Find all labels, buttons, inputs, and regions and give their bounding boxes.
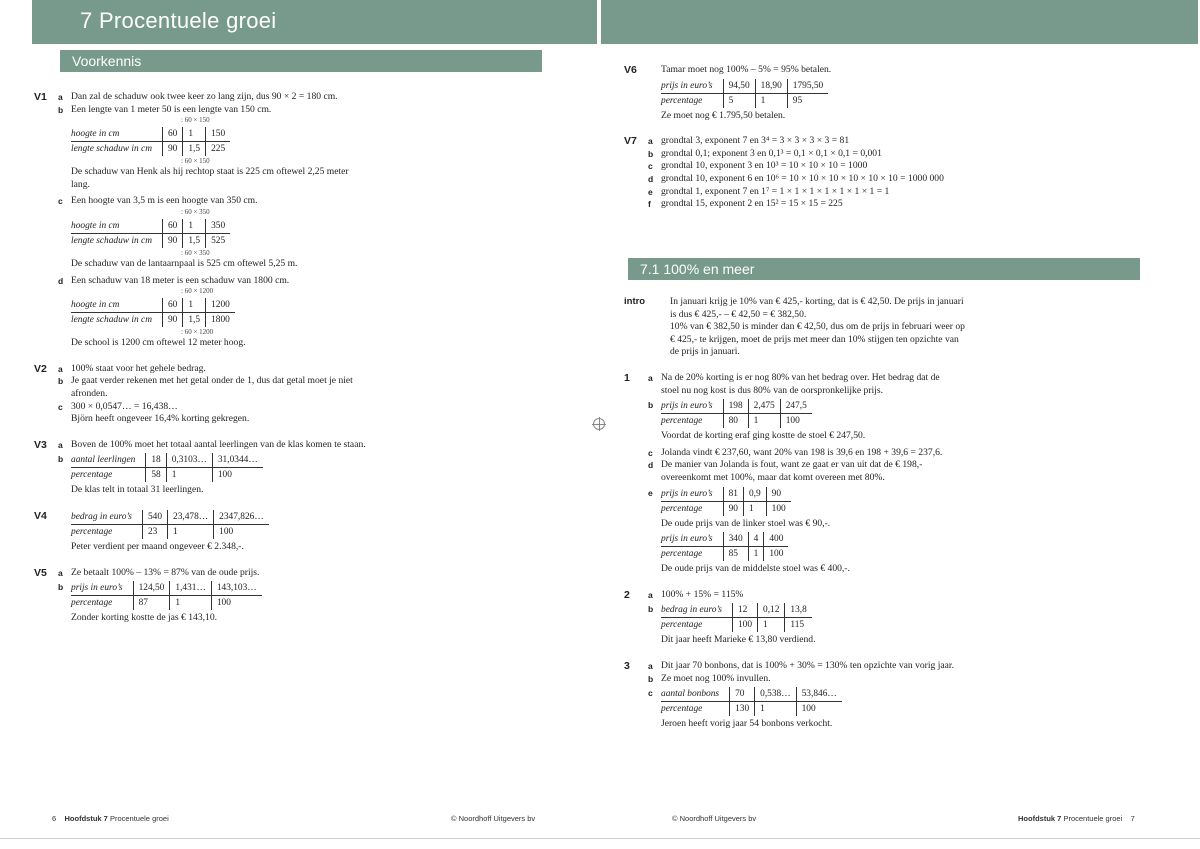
answer-line: grondtal 10, exponent 6 en 10⁶ = 10 × 10 × 10 × 10 × 10 × 10 = 1000 000: [661, 172, 944, 184]
ratio-table-cell: 400: [764, 532, 789, 547]
ratio-table-cell: 198: [723, 399, 748, 414]
answer-line: Dan zal de schaduw ook twee keer zo lang zijn, dus 90 × 2 = 180 cm.: [71, 91, 338, 102]
answer-line: Dit jaar heeft Marieke € 13,80 verdiend.: [661, 634, 816, 646]
ratio-table-cell: 12: [732, 603, 757, 618]
ratio-table-cell: 100: [212, 468, 262, 483]
ratio-table: [71, 127, 230, 156]
ratio-table-cell: 100: [211, 596, 261, 611]
ratio-table-cell: 0,3103…: [166, 453, 212, 468]
ratio-table-label: percentage: [71, 526, 113, 537]
part-letter: b: [58, 104, 64, 115]
ratio-table-cell: 225: [206, 142, 231, 157]
chapter-header-bar-right: [601, 0, 1198, 44]
answer-line: Voordat de korting eraf ging kostte de stoel € 247,50.: [661, 430, 866, 442]
ratio-table-row: [661, 501, 791, 516]
ratio-table-cell: 94,50: [723, 79, 755, 94]
footer-chapter: Hoofdstuk 7: [1018, 814, 1062, 823]
part-letter: a: [648, 660, 653, 671]
ratio-table-label: bedrag in euro’s: [71, 510, 142, 525]
answer-line: Jolanda vindt € 237,60, want 20% van 198 is 39,6 en 198 + 39,6 = 237,6.: [661, 446, 943, 458]
exercise-3: [624, 660, 1164, 731]
part-letter: c: [648, 447, 653, 458]
answer-line: Ze moet nog € 1.795,50 betalen.: [661, 109, 786, 121]
exercise-v4: [34, 510, 564, 554]
intro-line: 10% van € 382,50 is minder dan € 42,50, dus om de prijs in februari weer op: [670, 321, 965, 333]
answer-line: Ze betaalt 100% – 13% = 87% van de oude prijs.: [71, 566, 260, 578]
answer-line: De oude prijs van de linker stoel was € 90,-.: [661, 517, 831, 529]
ratio-arrows-top: : 60 × 350: [181, 207, 210, 216]
exercise-part: [624, 160, 1154, 173]
exercise-part: [34, 401, 564, 426]
exercise-v5: [34, 567, 564, 625]
ratio-table-row: [71, 453, 263, 468]
exercise-part: [624, 589, 1164, 602]
page-number: 7: [1130, 814, 1135, 823]
ratio-table-cell: 1: [748, 414, 780, 429]
ratio-table-row: [661, 487, 791, 502]
part-letter: a: [648, 136, 653, 147]
ratio-table-cell: 1: [755, 702, 796, 717]
part-letter: b: [648, 400, 654, 411]
ratio-table: [661, 532, 788, 561]
ratio-table-label: hoogte in cm: [71, 298, 162, 313]
ratio-table-row: [71, 510, 269, 525]
footer-left: [52, 814, 169, 823]
ratio-arrows-top: : 60 × 150: [181, 116, 210, 125]
ratio-table-row: [661, 547, 788, 562]
exercise-v2: [34, 363, 564, 426]
exercise-label: 1: [624, 371, 630, 384]
ratio-table-cell: 1: [748, 547, 764, 562]
part-letter: b: [58, 454, 64, 465]
answer-line: afronden.: [71, 387, 108, 399]
exercise-part: [624, 148, 1154, 161]
ratio-table-cell: 18,90: [755, 79, 787, 94]
part-letter: c: [58, 401, 63, 412]
ratio-table: [71, 510, 269, 539]
answer-line: Dit jaar 70 bonbons, dat is 100% + 30% = 130% ten opzichte van vorig jaar.: [661, 659, 954, 671]
exercise-part: [624, 399, 1164, 443]
answer-line: overeenkomt met 100%, maar dat komt overeen met 80%.: [661, 471, 885, 483]
ratio-table-row: [71, 596, 262, 611]
ratio-table-label: lengte schaduw in cm: [71, 315, 152, 326]
ratio-table: [661, 687, 842, 716]
ratio-table-row: [71, 468, 263, 483]
exercise-part: [624, 135, 1154, 148]
exercise-part: [624, 687, 1164, 731]
exercise-part: [34, 567, 564, 580]
ratio-table-cell: 1: [183, 219, 206, 234]
answer-line: Zonder korting kostte de jas € 143,10.: [71, 612, 218, 624]
footer-chapter-title: Procentuele groei: [1063, 814, 1123, 823]
ratio-table-row: [661, 93, 828, 108]
answer-line: lang.: [71, 178, 90, 190]
exercise-part: [624, 372, 1164, 397]
exercise-part: [624, 186, 1154, 199]
footer-right: [1018, 814, 1135, 823]
part-letter: a: [648, 372, 653, 383]
ratio-table-cell: 90: [162, 142, 182, 157]
exercise-part: [34, 453, 564, 497]
answer-line: De school is 1200 cm oftewel 12 meter hoog.: [71, 337, 246, 349]
part-letter: b: [58, 582, 64, 593]
ratio-table-cell: 60: [162, 219, 182, 234]
ratio-table-cell: 1: [166, 468, 212, 483]
ratio-table-label: percentage: [71, 470, 113, 481]
ratio-table-cell: 90: [766, 487, 791, 502]
ratio-table: [71, 581, 262, 610]
ratio-table-label: bedrag in euro’s: [661, 603, 732, 618]
exercise-v3: [34, 439, 564, 497]
right-column-top: [624, 64, 1154, 224]
answer-line: 100% staat voor het gehele bedrag.: [71, 362, 206, 374]
ratio-table-label: percentage: [661, 620, 703, 631]
ratio-table-label: percentage: [661, 704, 703, 715]
right-column: [624, 296, 1164, 744]
part-letter: d: [58, 275, 64, 286]
part-letter: a: [58, 567, 63, 578]
ratio-table-cell: 1: [170, 596, 211, 611]
part-letter: c: [58, 196, 63, 207]
part-letter: e: [648, 487, 653, 498]
answer-line: 100% + 15% = 115%: [661, 588, 744, 600]
chapter-header-bar-left: [32, 0, 597, 44]
answer-line: De oude prijs van de middelste stoel was € 400,-.: [661, 563, 850, 575]
answer-line: Björn heeft ongeveer 16,4% korting gekregen.: [71, 413, 250, 425]
answer-line: De schaduw van Henk als hij rechtop staat is 225 cm oftewel 2,25 meter: [71, 166, 349, 178]
ratio-table: [71, 298, 235, 327]
answer-line: Een hoogte van 3,5 m is een hoogte van 350 cm.: [71, 195, 258, 207]
part-letter: b: [648, 148, 654, 159]
ratio-table-cell: 143,103…: [211, 581, 261, 596]
ratio-table-row: [661, 618, 812, 633]
ratio-table-row: [71, 581, 262, 596]
exercise-label: V3: [34, 438, 47, 451]
exercise-part: [624, 603, 1164, 647]
ratio-table-label: percentage: [661, 503, 703, 514]
ratio-table-row: [71, 219, 230, 234]
ratio-table: [661, 399, 812, 428]
ratio-table-cell: 100: [796, 702, 842, 717]
ratio-table-cell: 87: [133, 596, 170, 611]
ratio-table-cell: 0,538…: [755, 687, 796, 702]
ratio-table-row: [661, 79, 828, 94]
ratio-table-cell: 2,475: [748, 399, 780, 414]
ratio-table-row: [661, 532, 788, 547]
answer-line: Peter verdient per maand ongeveer € 2.348,-.: [71, 540, 244, 552]
ratio-table-row: [71, 524, 269, 539]
intro-line: de prijs in januari.: [670, 346, 740, 358]
ratio-table-cell: 100: [214, 524, 269, 539]
ratio-table-row: [661, 702, 842, 717]
ratio-table-cell: 124,50: [133, 581, 170, 596]
answer-line: Na de 20% korting is er nog 80% van het bedrag over. Het bedrag dat de: [661, 371, 940, 383]
answer-line: De klas telt in totaal 31 leerlingen.: [71, 484, 204, 496]
ratio-table-label: prijs in euro’s: [71, 581, 133, 596]
ratio-arrows-bottom: : 60 × 150: [181, 157, 210, 166]
ratio-table-cell: 80: [723, 414, 748, 429]
ratio-table-cell: 13,8: [785, 603, 812, 618]
part-letter: c: [648, 161, 653, 172]
exercise-part: [624, 447, 1164, 460]
ratio-table-cell: 0,12: [758, 603, 785, 618]
section-title: 7.1 100% en meer: [640, 261, 755, 277]
exercise-v1: [34, 91, 564, 350]
answer-line: grondtal 0,1; exponent 3 en 0,1³ = 0,1 × 0,1 × 0,1 = 0,001: [661, 147, 882, 159]
ratio-table-row: [661, 399, 812, 414]
exercise-label: 3: [624, 659, 630, 672]
ratio-table-cell: 2347,826…: [214, 510, 269, 525]
ratio-table-label: lengte schaduw in cm: [71, 235, 152, 246]
part-letter: a: [58, 439, 63, 450]
ratio-table-cell: 95: [787, 93, 828, 108]
exercise-label: V4: [34, 509, 47, 522]
footer-chapter: Hoofdstuk 7: [64, 814, 108, 823]
ratio-table-row: [71, 142, 230, 157]
answer-line: Ze moet nog 100% invullen.: [661, 672, 771, 684]
answer-line: grondtal 10, exponent 3 en 10³ = 10 × 10 × 10 = 1000: [661, 160, 868, 172]
footer-publisher-left: © Noordhoff Uitgevers bv: [451, 814, 536, 823]
ratio-table-cell: 100: [766, 501, 791, 516]
answer-line: grondtal 15, exponent 2 en 15² = 15 × 15 = 225: [661, 198, 843, 210]
registration-mark-icon: [593, 418, 605, 430]
exercise-label: V6: [624, 64, 637, 76]
ratio-table-cell: 1,5: [183, 142, 206, 157]
bottom-divider: [0, 838, 1200, 839]
ratio-table-label: aantal leerlingen: [71, 453, 146, 468]
answer-line: De manier van Jolanda is fout, want ze gaat er van uit dat de € 198,-: [661, 459, 923, 471]
exercise-part: [34, 439, 564, 452]
answer-line: grondtal 3, exponent 7 en 3⁴ = 3 × 3 × 3 × 3 = 81: [661, 135, 850, 147]
part-letter: a: [58, 92, 63, 102]
ratio-table-cell: 0,9: [743, 487, 766, 502]
ratio-table-label: lengte schaduw in cm: [71, 144, 152, 155]
ratio-table-cell: 100: [732, 618, 757, 633]
exercise-part: [624, 173, 1154, 186]
answer-line: Je gaat verder rekenen met het getal onder de 1, dus dat getal moet je niet: [71, 375, 353, 387]
exercise-part: [34, 91, 564, 104]
ratio-arrows-top: : 60 × 1200: [181, 287, 214, 296]
exercise-v7: [624, 135, 1154, 211]
ratio-table-cell: 1: [743, 501, 766, 516]
answer-line: 300 × 0,0547… = 16,438…: [71, 400, 178, 412]
part-letter: c: [648, 688, 653, 699]
ratio-table-cell: 1,5: [183, 313, 206, 328]
ratio-table-row: [71, 233, 230, 248]
part-letter: e: [648, 186, 653, 197]
ratio-table-cell: 23,478…: [168, 510, 214, 525]
ratio-table-cell: 115: [785, 618, 812, 633]
exercise-label: V1: [34, 91, 47, 103]
ratio-table-cell: 60: [162, 298, 182, 313]
ratio-table-cell: 1: [755, 93, 787, 108]
answer-line: Tamar moet nog 100% – 5% = 95% betalen.: [661, 64, 832, 75]
exercise-part: [34, 581, 564, 625]
intro-line: € 425,- te krijgen, moet de prijs met meer dan 10% stijgen ten opzichte van: [670, 333, 959, 345]
ratio-table-cell: 4: [748, 532, 764, 547]
part-letter: b: [648, 673, 654, 684]
ratio-table-cell: 1795,50: [787, 79, 828, 94]
ratio-arrows-bottom: : 60 × 1200: [181, 328, 214, 337]
chapter-title: 7 Procentuele groei: [80, 8, 277, 33]
ratio-table-cell: 1: [183, 127, 206, 142]
ratio-table-cell: 525: [206, 233, 231, 248]
ratio-table-cell: 58: [146, 468, 166, 483]
exercise-part: [34, 104, 564, 192]
ratio-table-label: aantal bonbons: [661, 687, 730, 702]
ratio-table-row: [661, 687, 842, 702]
ratio-arrows-bottom: : 60 × 350: [181, 248, 210, 257]
ratio-table-cell: 1: [758, 618, 785, 633]
section-bar-7-1: [628, 258, 1140, 280]
exercise-part: [34, 375, 564, 400]
exercise-2: [624, 589, 1164, 647]
ratio-table: [71, 219, 230, 248]
ratio-table: [661, 487, 791, 516]
answer-line: stoel nu nog kost is dus 80% van de oorspronkelijke prijs.: [661, 384, 883, 396]
ratio-table: [661, 79, 828, 108]
exercise-part: [624, 673, 1164, 686]
intro-block: [624, 296, 1164, 359]
ratio-table-cell: 150: [206, 127, 231, 142]
ratio-table-cell: 1800: [206, 313, 235, 328]
part-letter: d: [648, 460, 654, 471]
ratio-table-label: percentage: [661, 549, 703, 560]
ratio-table-label: prijs in euro’s: [661, 532, 723, 547]
part-letter: a: [58, 363, 63, 374]
ratio-table-row: [71, 127, 230, 142]
ratio-table-cell: 90: [162, 313, 182, 328]
part-letter: a: [648, 589, 653, 600]
ratio-table-label: hoogte in cm: [71, 127, 162, 142]
ratio-table-cell: 81: [723, 487, 743, 502]
intro-label: intro: [624, 296, 646, 307]
footer-chapter-title: Procentuele groei: [109, 814, 169, 823]
part-letter: f: [648, 199, 651, 210]
ratio-table-cell: 340: [723, 532, 748, 547]
exercise-label: V7: [624, 135, 637, 148]
exercise-1: [624, 372, 1164, 576]
ratio-table-cell: 100: [764, 547, 789, 562]
ratio-table-cell: 90: [162, 233, 182, 248]
section-title: Voorkennis: [72, 53, 142, 69]
footer-publisher-right: © Noordhoff Uitgevers bv: [672, 814, 757, 823]
intro-line: is dus € 425,- – € 42,50 = € 382,50.: [670, 308, 807, 320]
part-letter: b: [648, 604, 654, 615]
left-column: [34, 91, 564, 638]
exercise-part: [624, 198, 1154, 211]
answer-line: Boven de 100% moet het totaal aantal leerlingen van de klas komen te staan.: [71, 438, 366, 450]
ratio-table-cell: 130: [730, 702, 755, 717]
ratio-table-cell: 540: [142, 510, 167, 525]
intro-line: In januari krijg je 10% van € 425,- korting, dat is € 42,50. De prijs in januari: [670, 296, 964, 307]
section-bar-voorkennis: [60, 50, 542, 72]
ratio-table-cell: 53,846…: [796, 687, 842, 702]
ratio-table-cell: 60: [162, 127, 182, 142]
exercise-label: 2: [624, 588, 630, 601]
ratio-table-label: prijs in euro’s: [661, 79, 723, 94]
ratio-table-label: percentage: [71, 598, 113, 609]
answer-line: Een lengte van 1 meter 50 is een lengte van 150 cm.: [71, 103, 272, 115]
ratio-table-cell: 1200: [206, 298, 235, 313]
page-number: 6: [52, 814, 57, 823]
ratio-table-cell: 1: [183, 298, 206, 313]
ratio-table-cell: 100: [780, 414, 812, 429]
ratio-table-label: hoogte in cm: [71, 219, 162, 234]
ratio-table-cell: 85: [723, 547, 748, 562]
answer-line: grondtal 1, exponent 7 en 1⁷ = 1 × 1 × 1 × 1 × 1 × 1 × 1 = 1: [661, 185, 890, 197]
ratio-table-label: prijs in euro’s: [661, 399, 723, 414]
ratio-table-cell: 247,5: [780, 399, 812, 414]
ratio-table-cell: 23: [142, 524, 167, 539]
exercise-part: [624, 64, 1154, 122]
ratio-table-cell: 350: [206, 219, 231, 234]
exercise-label: V2: [34, 362, 47, 375]
ratio-table-cell: 31,0344…: [212, 453, 262, 468]
answer-line: De schaduw van de lantaarnpaal is 525 cm oftewel 5,25 m.: [71, 257, 298, 269]
answer-line: Jeroen heeft vorig jaar 54 bonbons verkocht.: [661, 718, 833, 730]
answer-line: Een schaduw van 18 meter is een schaduw van 1800 cm.: [71, 274, 290, 286]
ratio-table-label: percentage: [661, 416, 703, 427]
ratio-table-row: [661, 414, 812, 429]
ratio-table-cell: 5: [723, 93, 755, 108]
exercise-part: [624, 487, 1164, 576]
exercise-part: [624, 459, 1164, 484]
ratio-table-label: percentage: [661, 95, 703, 106]
ratio-table-cell: 18: [146, 453, 166, 468]
exercise-part: [624, 660, 1164, 673]
ratio-table: [661, 603, 812, 632]
ratio-table: [71, 453, 263, 482]
ratio-table-cell: 1,5: [183, 233, 206, 248]
exercise-part: [34, 510, 564, 554]
ratio-table-row: [661, 603, 812, 618]
ratio-table-cell: 1: [168, 524, 214, 539]
ratio-table-row: [71, 313, 235, 328]
exercise-part: [34, 275, 564, 350]
ratio-table-cell: 1,431…: [170, 581, 211, 596]
ratio-table-label: prijs in euro’s: [661, 487, 723, 502]
ratio-table-cell: 70: [730, 687, 755, 702]
exercise-part: [34, 363, 564, 376]
part-letter: d: [648, 173, 654, 184]
part-letter: b: [58, 376, 64, 387]
exercise-v6: [624, 64, 1154, 122]
ratio-table-row: [71, 298, 235, 313]
exercise-label: V5: [34, 566, 47, 579]
ratio-table-cell: 90: [723, 501, 743, 516]
exercise-part: [34, 195, 564, 270]
